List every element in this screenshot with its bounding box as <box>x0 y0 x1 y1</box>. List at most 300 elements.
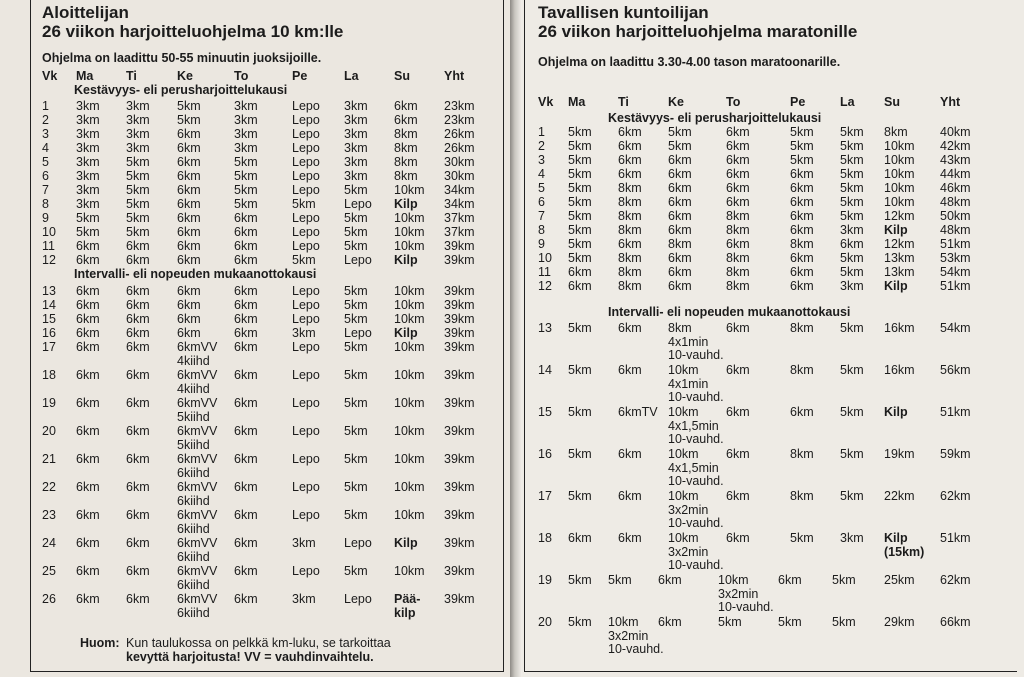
left-cell-w3-c1: 3km <box>76 127 100 141</box>
right-cell-w6-c5: 6km <box>790 195 814 209</box>
right-cell-w19-c5: 6km <box>778 573 802 587</box>
left-cell-w14-c6: 5km <box>344 298 368 312</box>
right-cell-w15-c2: 6kmTV <box>618 405 658 419</box>
left-cell-w7-c7: 10km <box>394 183 425 197</box>
right-cell-w7-c1: 5km <box>568 209 592 223</box>
right-header-su: Su <box>884 95 900 109</box>
left-cell-w26-c4: 6km <box>234 592 258 606</box>
left-cell-w23-c8: 39km <box>444 508 475 522</box>
right-cell-w11-c0: 11 <box>538 265 551 279</box>
right-cell-w13-c5: 8km <box>790 321 814 335</box>
right-cell-w18-c1: 6km <box>568 531 592 545</box>
left-cell-w21-c4: 6km <box>234 452 258 466</box>
left-cell-w15-c3: 6km <box>177 312 201 326</box>
right-cell-w12-c7: Kilp <box>884 279 908 293</box>
left-cell-w12-c7: Kilp <box>394 253 418 267</box>
left-cell-w2-c1: 3km <box>76 113 100 127</box>
left-note-line-1: Kun taulukossa on pelkkä km-luku, se tarkoittaa <box>126 636 391 650</box>
right-title-1: Tavallisen kuntoilijan <box>538 3 709 22</box>
left-cell-w20-c0: 20 <box>42 424 56 438</box>
right-cell-w16-c5: 8km <box>790 447 814 461</box>
left-cell-w24-c5: 3km <box>292 536 316 550</box>
right-cell-w1-c4: 6km <box>726 125 750 139</box>
right-cell-w9-c8: 51km <box>940 237 971 251</box>
right-cell-w11-c2: 8km <box>618 265 642 279</box>
right-cell-w5-c8: 46km <box>940 181 971 195</box>
left-cell-w17-c7: 10km <box>394 340 425 354</box>
left-cell-w4-c1: 3km <box>76 141 100 155</box>
right-cell-w7-c5: 6km <box>790 209 814 223</box>
right-cell-w8-c6: 3km <box>840 223 864 237</box>
left-cell-w24-c7: Kilp <box>394 536 418 550</box>
left-cell-w20-c4: 6km <box>234 424 258 438</box>
right-cell-w17-c6: 5km <box>840 489 864 503</box>
left-cell-w11-c0: 11 <box>42 239 55 253</box>
right-cell-w7-c6: 5km <box>840 209 864 223</box>
left-cell-w26-c2: 6km <box>126 592 150 606</box>
left-cell-w21-c7: 10km <box>394 452 425 466</box>
left-cell-w17-c3: 6kmVV 4kiihd <box>177 340 218 368</box>
left-cell-w1-c8: 23km <box>444 99 475 113</box>
right-cell-w3-c0: 3 <box>538 153 545 167</box>
left-cell-w16-c8: 39km <box>444 326 475 340</box>
right-cell-w17-c7: 22km <box>884 489 915 503</box>
left-cell-w10-c8: 37km <box>444 225 475 239</box>
right-cell-w13-c7: 16km <box>884 321 915 335</box>
right-cell-w3-c2: 6km <box>618 153 642 167</box>
right-cell-w6-c4: 6km <box>726 195 750 209</box>
left-cell-w5-c5: Lepo <box>292 155 320 169</box>
right-cell-w17-c0: 17 <box>538 489 552 503</box>
left-cell-w7-c5: Lepo <box>292 183 320 197</box>
right-cell-w10-c0: 10 <box>538 251 552 265</box>
left-cell-w20-c2: 6km <box>126 424 150 438</box>
left-cell-w23-c5: Lepo <box>292 508 320 522</box>
right-cell-w20-c7: 29km <box>884 615 915 629</box>
right-cell-w4-c6: 5km <box>840 167 864 181</box>
right-cell-w4-c3: 6km <box>668 167 692 181</box>
left-cell-w6-c6: 3km <box>344 169 368 183</box>
left-cell-w3-c2: 3km <box>126 127 150 141</box>
left-cell-w22-c0: 22 <box>42 480 56 494</box>
left-cell-w21-c1: 6km <box>76 452 100 466</box>
left-cell-w8-c2: 5km <box>126 197 150 211</box>
left-cell-w22-c1: 6km <box>76 480 100 494</box>
right-cell-w4-c0: 4 <box>538 167 545 181</box>
left-cell-w25-c4: 6km <box>234 564 258 578</box>
left-cell-w20-c1: 6km <box>76 424 100 438</box>
right-cell-w18-c8: 51km <box>940 531 971 545</box>
right-cell-w13-c1: 5km <box>568 321 592 335</box>
right-cell-w4-c5: 6km <box>790 167 814 181</box>
left-cell-w3-c6: 3km <box>344 127 368 141</box>
left-cell-w18-c0: 18 <box>42 368 56 382</box>
left-cell-w24-c4: 6km <box>234 536 258 550</box>
left-cell-w23-c4: 6km <box>234 508 258 522</box>
left-cell-w20-c8: 39km <box>444 424 475 438</box>
right-header-ti: Ti <box>618 95 629 109</box>
left-cell-w16-c0: 16 <box>42 326 56 340</box>
right-cell-w2-c8: 42km <box>940 139 971 153</box>
right-header-ke: Ke <box>668 95 684 109</box>
left-cell-w10-c6: 5km <box>344 225 368 239</box>
left-cell-w18-c7: 10km <box>394 368 425 382</box>
left-cell-w17-c2: 6km <box>126 340 150 354</box>
left-cell-w14-c0: 14 <box>42 298 56 312</box>
left-cell-w7-c3: 6km <box>177 183 201 197</box>
left-cell-w4-c3: 6km <box>177 141 201 155</box>
left-cell-w11-c5: Lepo <box>292 239 320 253</box>
left-cell-w8-c3: 6km <box>177 197 201 211</box>
right-cell-w13-c2: 6km <box>618 321 642 335</box>
right-cell-w15-c0: 15 <box>538 405 552 419</box>
right-cell-w12-c8: 51km <box>940 279 971 293</box>
left-cell-w11-c3: 6km <box>177 239 201 253</box>
right-cell-w2-c4: 6km <box>726 139 750 153</box>
left-cell-w14-c4: 6km <box>234 298 258 312</box>
right-cell-w20-c8: 66km <box>940 615 971 629</box>
left-cell-w1-c7: 6km <box>394 99 418 113</box>
right-cell-w6-c2: 8km <box>618 195 642 209</box>
right-cell-w16-c6: 5km <box>840 447 864 461</box>
right-cell-w3-c8: 43km <box>940 153 971 167</box>
left-cell-w21-c6: 5km <box>344 452 368 466</box>
left-cell-w15-c1: 6km <box>76 312 100 326</box>
left-cell-w9-c4: 6km <box>234 211 258 225</box>
right-cell-w7-c8: 50km <box>940 209 971 223</box>
right-cell-w5-c4: 6km <box>726 181 750 195</box>
left-cell-w5-c8: 30km <box>444 155 475 169</box>
right-cell-w13-c0: 13 <box>538 321 552 335</box>
left-cell-w12-c1: 6km <box>76 253 100 267</box>
right-cell-w8-c2: 8km <box>618 223 642 237</box>
right-cell-w1-c8: 40km <box>940 125 971 139</box>
left-cell-w11-c1: 6km <box>76 239 100 253</box>
right-cell-w14-c0: 14 <box>538 363 552 377</box>
left-cell-w5-c6: 3km <box>344 155 368 169</box>
left-cell-w23-c1: 6km <box>76 508 100 522</box>
left-cell-w13-c4: 6km <box>234 284 258 298</box>
left-cell-w17-c5: Lepo <box>292 340 320 354</box>
left-cell-w13-c5: Lepo <box>292 284 320 298</box>
left-header-pe: Pe <box>292 69 308 83</box>
left-cell-w23-c3: 6kmVV 6kiihd <box>177 508 218 536</box>
left-cell-w2-c8: 23km <box>444 113 475 127</box>
right-cell-w7-c3: 6km <box>668 209 692 223</box>
left-cell-w3-c4: 3km <box>234 127 258 141</box>
left-cell-w20-c7: 10km <box>394 424 425 438</box>
left-cell-w6-c7: 8km <box>394 169 418 183</box>
right-cell-w18-c4: 6km <box>726 531 750 545</box>
right-cell-w13-c4: 6km <box>726 321 750 335</box>
right-header-la: La <box>840 95 855 109</box>
right-cell-w18-c3: 10km 3x2min 10-vauhd. <box>668 531 724 572</box>
left-cell-w18-c4: 6km <box>234 368 258 382</box>
right-cell-w4-c2: 6km <box>618 167 642 181</box>
left-cell-w22-c3: 6kmVV 6kiihd <box>177 480 218 508</box>
left-subtitle: Ohjelma on laadittu 50-55 minuutin juoksijoille. <box>42 51 322 65</box>
right-cell-w3-c4: 6km <box>726 153 750 167</box>
right-cell-w2-c7: 10km <box>884 139 915 153</box>
left-cell-w17-c1: 6km <box>76 340 100 354</box>
left-cell-w11-c8: 39km <box>444 239 475 253</box>
left-cell-w5-c7: 8km <box>394 155 418 169</box>
left-cell-w8-c6: Lepo <box>344 197 372 211</box>
right-cell-w9-c2: 6km <box>618 237 642 251</box>
left-header-la: La <box>344 69 359 83</box>
left-cell-w21-c2: 6km <box>126 452 150 466</box>
right-cell-w2-c6: 5km <box>840 139 864 153</box>
left-cell-w19-c1: 6km <box>76 396 100 410</box>
left-cell-w25-c6: 5km <box>344 564 368 578</box>
left-cell-w6-c0: 6 <box>42 169 49 183</box>
right-cell-w19-c1: 5km <box>568 573 592 587</box>
right-cell-w9-c5: 8km <box>790 237 814 251</box>
left-header-to: To <box>234 69 249 83</box>
left-cell-w5-c4: 5km <box>234 155 258 169</box>
left-cell-w2-c5: Lepo <box>292 113 320 127</box>
right-cell-w11-c5: 6km <box>790 265 814 279</box>
left-cell-w12-c6: Lepo <box>344 253 372 267</box>
right-cell-w5-c6: 5km <box>840 181 864 195</box>
right-cell-w10-c5: 6km <box>790 251 814 265</box>
right-cell-w17-c2: 6km <box>618 489 642 503</box>
right-cell-w17-c1: 5km <box>568 489 592 503</box>
right-cell-w20-c0: 20 <box>538 615 552 629</box>
left-cell-w1-c4: 3km <box>234 99 258 113</box>
left-cell-w19-c0: 19 <box>42 396 56 410</box>
left-cell-w11-c4: 6km <box>234 239 258 253</box>
left-cell-w22-c7: 10km <box>394 480 425 494</box>
left-cell-w25-c1: 6km <box>76 564 100 578</box>
left-cell-w16-c2: 6km <box>126 326 150 340</box>
left-cell-w17-c8: 39km <box>444 340 475 354</box>
left-cell-w12-c0: 12 <box>42 253 56 267</box>
right-cell-w3-c3: 6km <box>668 153 692 167</box>
right-cell-w6-c8: 48km <box>940 195 971 209</box>
left-cell-w9-c0: 9 <box>42 211 49 225</box>
right-cell-w10-c8: 53km <box>940 251 971 265</box>
right-cell-w14-c6: 5km <box>840 363 864 377</box>
right-cell-w7-c2: 8km <box>618 209 642 223</box>
left-cell-w6-c3: 6km <box>177 169 201 183</box>
right-cell-w9-c6: 6km <box>840 237 864 251</box>
right-cell-w8-c0: 8 <box>538 223 545 237</box>
left-cell-w25-c7: 10km <box>394 564 425 578</box>
left-cell-w9-c8: 37km <box>444 211 475 225</box>
left-cell-w1-c3: 5km <box>177 99 201 113</box>
right-cell-w4-c4: 6km <box>726 167 750 181</box>
left-cell-w13-c7: 10km <box>394 284 425 298</box>
left-cell-w7-c8: 34km <box>444 183 475 197</box>
right-header-vk: Vk <box>538 95 554 109</box>
right-cell-w12-c3: 6km <box>668 279 692 293</box>
right-cell-w16-c1: 5km <box>568 447 592 461</box>
left-cell-w8-c0: 8 <box>42 197 49 211</box>
right-page <box>522 0 1024 677</box>
right-cell-w6-c7: 10km <box>884 195 915 209</box>
left-cell-w25-c2: 6km <box>126 564 150 578</box>
right-cell-w8-c1: 5km <box>568 223 592 237</box>
left-cell-w20-c3: 6kmVV 5kiihd <box>177 424 218 452</box>
left-cell-w5-c3: 6km <box>177 155 201 169</box>
left-cell-w14-c2: 6km <box>126 298 150 312</box>
left-cell-w13-c0: 13 <box>42 284 56 298</box>
left-cell-w8-c1: 3km <box>76 197 100 211</box>
right-cell-w19-c2: 5km <box>608 573 632 587</box>
right-cell-w19-c4: 10km 3x2min 10-vauhd. <box>718 573 774 614</box>
right-subtitle: Ohjelma on laadittu 3.30-4.00 tason maratoonarille. <box>538 55 841 69</box>
left-cell-w21-c3: 6kmVV 6kiihd <box>177 452 218 480</box>
left-header-su: Su <box>394 69 410 83</box>
left-cell-w16-c7: Kilp <box>394 326 418 340</box>
left-cell-w10-c1: 5km <box>76 225 100 239</box>
right-cell-w4-c8: 44km <box>940 167 971 181</box>
right-cell-w19-c0: 19 <box>538 573 552 587</box>
right-cell-w8-c5: 6km <box>790 223 814 237</box>
right-cell-w2-c3: 5km <box>668 139 692 153</box>
right-section-2: Intervalli- eli nopeuden mukaanottokausi <box>608 305 851 319</box>
right-cell-w12-c6: 3km <box>840 279 864 293</box>
right-cell-w12-c2: 8km <box>618 279 642 293</box>
right-cell-w17-c5: 8km <box>790 489 814 503</box>
left-cell-w14-c5: Lepo <box>292 298 320 312</box>
left-cell-w26-c8: 39km <box>444 592 475 606</box>
left-cell-w18-c2: 6km <box>126 368 150 382</box>
left-cell-w6-c2: 5km <box>126 169 150 183</box>
left-cell-w24-c1: 6km <box>76 536 100 550</box>
left-cell-w15-c2: 6km <box>126 312 150 326</box>
left-cell-w10-c0: 10 <box>42 225 56 239</box>
left-cell-w19-c8: 39km <box>444 396 475 410</box>
right-cell-w16-c2: 6km <box>618 447 642 461</box>
left-cell-w6-c8: 30km <box>444 169 475 183</box>
right-cell-w15-c1: 5km <box>568 405 592 419</box>
left-cell-w12-c4: 6km <box>234 253 258 267</box>
right-cell-w8-c7: Kilp <box>884 223 908 237</box>
right-cell-w1-c6: 5km <box>840 125 864 139</box>
left-cell-w13-c6: 5km <box>344 284 368 298</box>
left-cell-w17-c6: 5km <box>344 340 368 354</box>
left-cell-w24-c3: 6kmVV 6kiihd <box>177 536 218 564</box>
right-title-2: 26 viikon harjoitteluohjelma maratonille <box>538 22 858 41</box>
left-cell-w21-c8: 39km <box>444 452 475 466</box>
right-cell-w15-c3: 10km 4x1,5min 10-vauhd. <box>668 405 724 446</box>
left-cell-w3-c0: 3 <box>42 127 49 141</box>
left-cell-w10-c5: Lepo <box>292 225 320 239</box>
left-cell-w18-c8: 39km <box>444 368 475 382</box>
right-cell-w8-c8: 48km <box>940 223 971 237</box>
right-cell-w17-c3: 10km 3x2min 10-vauhd. <box>668 489 724 530</box>
left-cell-w12-c2: 6km <box>126 253 150 267</box>
right-cell-w9-c4: 6km <box>726 237 750 251</box>
right-header-yht: Yht <box>940 95 961 109</box>
right-cell-w12-c4: 8km <box>726 279 750 293</box>
left-cell-w2-c6: 3km <box>344 113 368 127</box>
right-cell-w8-c3: 6km <box>668 223 692 237</box>
left-note-line-2: kevyttä harjoitusta! VV = vauhdinvaihtelu. <box>126 650 374 664</box>
left-cell-w19-c2: 6km <box>126 396 150 410</box>
right-cell-w20-c1: 5km <box>568 615 592 629</box>
right-cell-w10-c3: 6km <box>668 251 692 265</box>
right-cell-w20-c4: 5km <box>718 615 742 629</box>
left-title-2: 26 viikon harjoitteluohjelma 10 km:lle <box>42 22 344 41</box>
left-cell-w19-c3: 6kmVV 5kiihd <box>177 396 218 424</box>
right-cell-w11-c3: 6km <box>668 265 692 279</box>
left-cell-w17-c0: 17 <box>42 340 56 354</box>
left-cell-w18-c6: 5km <box>344 368 368 382</box>
left-cell-w14-c3: 6km <box>177 298 201 312</box>
right-cell-w11-c6: 5km <box>840 265 864 279</box>
left-cell-w24-c2: 6km <box>126 536 150 550</box>
right-cell-w15-c6: 5km <box>840 405 864 419</box>
left-cell-w25-c5: Lepo <box>292 564 320 578</box>
left-cell-w9-c1: 5km <box>76 211 100 225</box>
left-cell-w4-c7: 8km <box>394 141 418 155</box>
left-cell-w26-c6: Lepo <box>344 592 372 606</box>
left-header-ke: Ke <box>177 69 193 83</box>
left-cell-w3-c7: 8km <box>394 127 418 141</box>
right-cell-w6-c6: 5km <box>840 195 864 209</box>
right-cell-w6-c1: 5km <box>568 195 592 209</box>
left-cell-w16-c5: 3km <box>292 326 316 340</box>
left-cell-w5-c2: 5km <box>126 155 150 169</box>
right-cell-w1-c3: 5km <box>668 125 692 139</box>
left-cell-w7-c4: 5km <box>234 183 258 197</box>
right-cell-w13-c3: 8km 4x1min 10-vauhd. <box>668 321 724 362</box>
left-cell-w26-c0: 26 <box>42 592 56 606</box>
right-cell-w1-c7: 8km <box>884 125 908 139</box>
right-cell-w14-c2: 6km <box>618 363 642 377</box>
left-header-ti: Ti <box>126 69 137 83</box>
left-note-label: Huom: <box>80 636 120 650</box>
right-cell-w16-c8: 59km <box>940 447 971 461</box>
left-page <box>0 0 510 677</box>
left-cell-w4-c6: 3km <box>344 141 368 155</box>
right-cell-w19-c3: 6km <box>658 573 682 587</box>
left-cell-w13-c3: 6km <box>177 284 201 298</box>
left-cell-w5-c0: 5 <box>42 155 49 169</box>
right-cell-w10-c4: 8km <box>726 251 750 265</box>
left-cell-w9-c2: 5km <box>126 211 150 225</box>
left-cell-w23-c0: 23 <box>42 508 56 522</box>
right-cell-w20-c2: 10km 3x2min 10-vauhd. <box>608 615 664 656</box>
left-cell-w13-c2: 6km <box>126 284 150 298</box>
left-cell-w19-c5: Lepo <box>292 396 320 410</box>
left-cell-w16-c1: 6km <box>76 326 100 340</box>
right-cell-w18-c5: 5km <box>790 531 814 545</box>
left-cell-w1-c0: 1 <box>42 99 49 113</box>
left-cell-w13-c1: 6km <box>76 284 100 298</box>
left-cell-w11-c6: 5km <box>344 239 368 253</box>
right-cell-w2-c5: 5km <box>790 139 814 153</box>
left-header-ma: Ma <box>76 69 94 83</box>
left-cell-w9-c7: 10km <box>394 211 425 225</box>
left-cell-w15-c5: Lepo <box>292 312 320 326</box>
left-cell-w23-c6: 5km <box>344 508 368 522</box>
left-cell-w16-c3: 6km <box>177 326 201 340</box>
right-cell-w6-c0: 6 <box>538 195 545 209</box>
left-cell-w15-c6: 5km <box>344 312 368 326</box>
left-cell-w26-c3: 6kmVV 6kiihd <box>177 592 218 620</box>
right-cell-w1-c0: 1 <box>538 125 545 139</box>
right-cell-w14-c3: 10km 4x1min 10-vauhd. <box>668 363 724 404</box>
right-cell-w10-c2: 8km <box>618 251 642 265</box>
right-cell-w3-c6: 5km <box>840 153 864 167</box>
right-cell-w9-c3: 8km <box>668 237 692 251</box>
right-cell-w10-c7: 13km <box>884 251 915 265</box>
right-cell-w15-c8: 51km <box>940 405 971 419</box>
